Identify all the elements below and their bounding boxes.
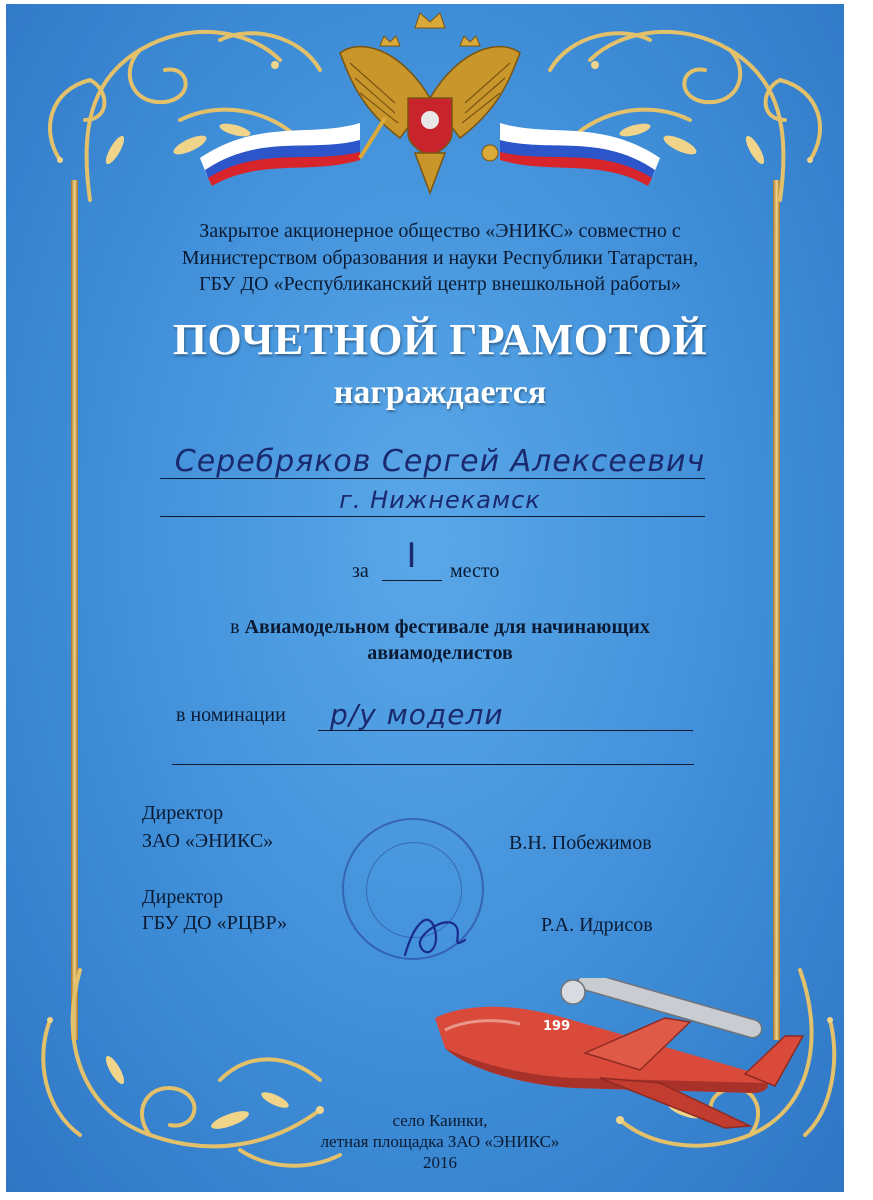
event-name-line1: Авиамодельном фестивале для начинающих (244, 616, 650, 638)
signatory-2-role: Директор (142, 886, 224, 908)
nomination-line-2 (172, 764, 694, 765)
frame-line-right (773, 180, 780, 1040)
signatory-2-name: Р.А. Идрисов (541, 914, 653, 936)
recipient-name-line (160, 478, 705, 479)
organizer-line: Министерством образования и науки Республики Татарстан, (181, 246, 699, 269)
signatory-1-role: Директор (142, 802, 224, 824)
organizers-block (110, 218, 770, 298)
recipient-name: Серебряков Сергей Алексеевич (174, 444, 706, 479)
nomination-label: в номинации (176, 704, 286, 726)
event-prefix: в (230, 616, 245, 638)
aircraft-number: 199 (543, 1019, 571, 1034)
place-line (382, 580, 442, 581)
coat-of-arms-emblem (200, 8, 660, 200)
certificate-subtitle: награждается (333, 374, 547, 411)
footer-year: 2016 (423, 1153, 457, 1172)
signatory-1-org: ЗАО «ЭНИКС» (142, 830, 274, 852)
event-line-2 (100, 640, 780, 666)
certificate-title: ПОЧЕТНОЙ ГРАМОТОЙ (172, 315, 708, 364)
handwritten-signature (395, 900, 475, 970)
place-suffix: место (450, 560, 500, 582)
recipient-city-line (160, 516, 705, 517)
frame-line-left (71, 180, 78, 1040)
event-name-line2: авиамоделистов (367, 642, 513, 664)
footer-block (240, 1110, 640, 1173)
signatory-1-name: В.Н. Побежимов (509, 832, 652, 854)
nomination-value: р/у модели (330, 698, 504, 731)
organizer-line: ГБУ ДО «Республиканский центр внешкольной работы» (198, 273, 682, 295)
organizer-line: Закрытое акционерное общество «ЭНИКС» совместно с (199, 220, 681, 242)
footer-location: село Каинки, (392, 1111, 488, 1130)
place-value: I (406, 536, 418, 576)
place-prefix: за (352, 560, 369, 582)
signatory-2-org: ГБУ ДО «РЦВР» (142, 912, 288, 934)
footer-venue: летная площадка ЗАО «ЭНИКС» (320, 1132, 560, 1151)
nomination-line (318, 730, 693, 731)
event-block (100, 614, 780, 666)
recipient-city: г. Нижнекамск (339, 486, 541, 514)
event-line-1 (100, 614, 780, 640)
